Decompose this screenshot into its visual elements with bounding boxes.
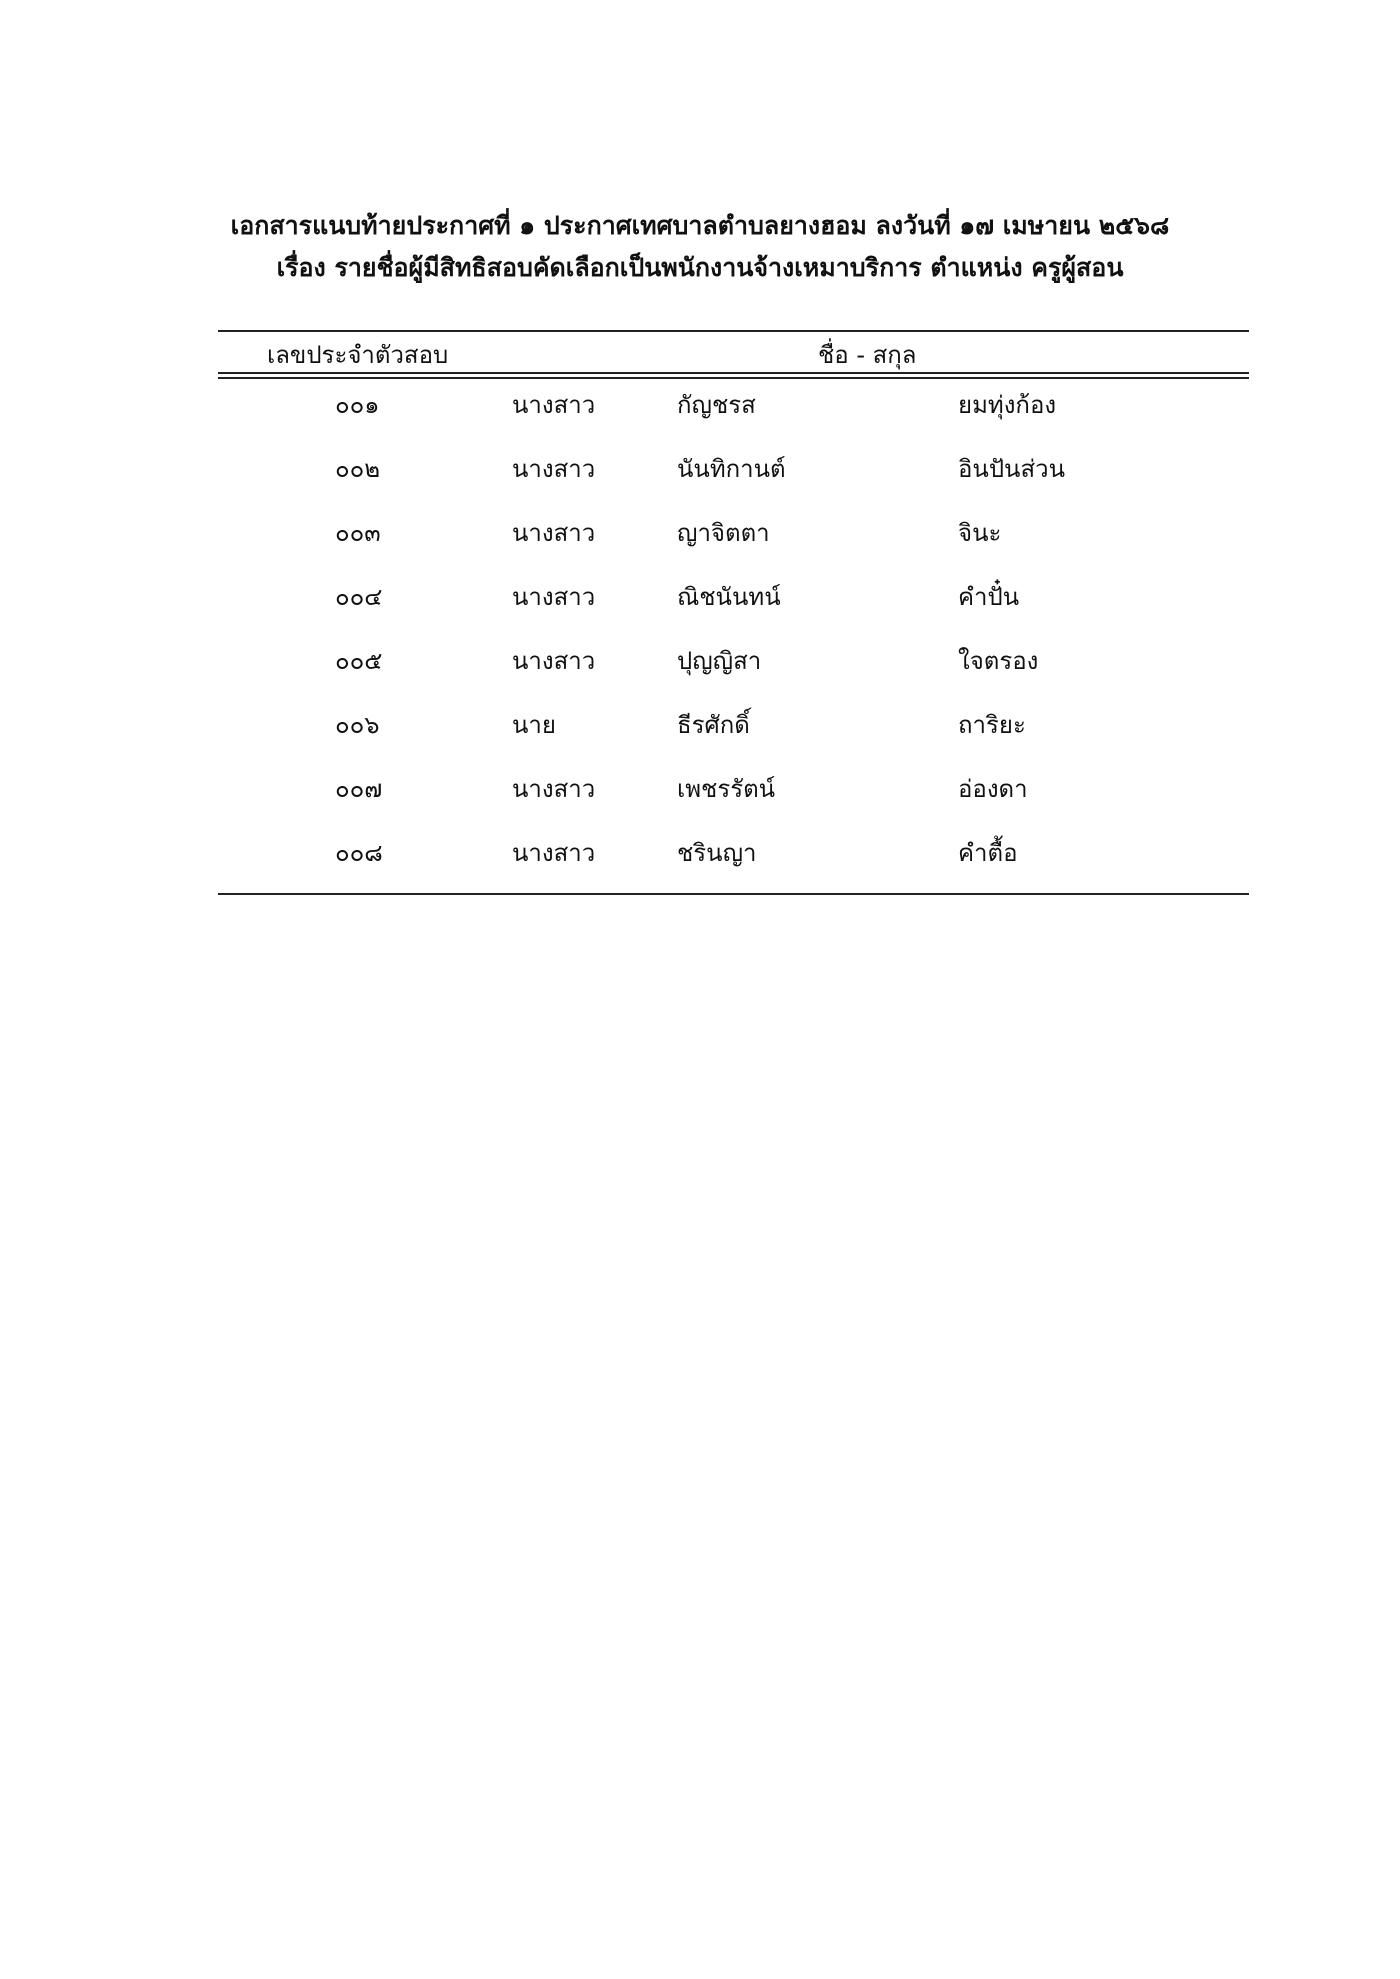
last-name-cell: คำปั๋น <box>958 583 1020 611</box>
table-row <box>0 836 1400 900</box>
first-name-cell: ธีรศักดิ์ <box>677 711 750 739</box>
name-title-cell: นางสาว <box>512 647 596 675</box>
header-double-rule-lower <box>218 377 1249 379</box>
table-row <box>0 516 1400 580</box>
last-name-cell: อ่องดา <box>958 775 1028 803</box>
first-name-cell: ญาจิตตา <box>677 519 770 547</box>
table-bottom-rule <box>218 893 1249 895</box>
exam-id-cell: ๐๐๒ <box>335 455 381 483</box>
first-name-cell: กัญชรส <box>677 391 756 419</box>
table-row <box>0 452 1400 516</box>
name-title-cell: นางสาว <box>512 775 596 803</box>
table-top-rule <box>218 330 1249 332</box>
first-name-cell: เพชรรัตน์ <box>677 775 776 803</box>
exam-id-cell: ๐๐๘ <box>335 839 383 867</box>
first-name-cell: ชรินญา <box>677 839 757 867</box>
first-name-cell: ณิชนันทน์ <box>677 583 781 611</box>
exam-id-cell: ๐๐๖ <box>335 711 380 739</box>
table-row <box>0 708 1400 772</box>
last-name-cell: จินะ <box>958 519 1002 547</box>
name-title-cell: นาย <box>512 711 556 739</box>
header-exam-id: เลขประจำตัวสอบ <box>267 341 449 369</box>
table-row <box>0 772 1400 836</box>
first-name-cell: นันทิกานต์ <box>677 455 786 483</box>
document-title-line2: เรื่อง รายชื่อผู้มีสิทธิสอบคัดเลือกเป็นพนักงานจ้างเหมาบริการ ตำแหน่ง ครูผู้สอน <box>276 253 1124 282</box>
table-row <box>0 580 1400 644</box>
exam-id-cell: ๐๐๔ <box>335 583 383 611</box>
name-title-cell: นางสาว <box>512 455 596 483</box>
exam-id-cell: ๐๐๓ <box>335 519 381 547</box>
exam-id-cell: ๐๐๕ <box>335 647 383 675</box>
last-name-cell: อินปันส่วน <box>958 455 1065 483</box>
table-row <box>0 388 1400 452</box>
last-name-cell: ยมทุ่งก้อง <box>958 391 1057 419</box>
first-name-cell: ปุญญิสา <box>677 647 762 675</box>
exam-id-cell: ๐๐๗ <box>335 775 383 803</box>
last-name-cell: ใจตรอง <box>958 647 1039 675</box>
name-title-cell: นางสาว <box>512 839 596 867</box>
table-row <box>0 644 1400 708</box>
header-full-name: ชื่อ - สกุล <box>818 341 917 369</box>
header-double-rule-upper <box>218 372 1249 374</box>
document-title-line1: เอกสารแนบท้ายประกาศที่ ๑ ประกาศเทศบาลตำบลยางฮอม ลงวันที่ ๑๗ เมษายน ๒๕๖๘ <box>230 211 1170 240</box>
name-title-cell: นางสาว <box>512 583 596 611</box>
exam-id-cell: ๐๐๑ <box>335 391 380 419</box>
last-name-cell: คำตื้อ <box>958 839 1018 867</box>
candidate-list <box>0 388 1400 900</box>
last-name-cell: ถาริยะ <box>958 711 1026 739</box>
name-title-cell: นางสาว <box>512 519 596 547</box>
name-title-cell: นางสาว <box>512 391 596 419</box>
